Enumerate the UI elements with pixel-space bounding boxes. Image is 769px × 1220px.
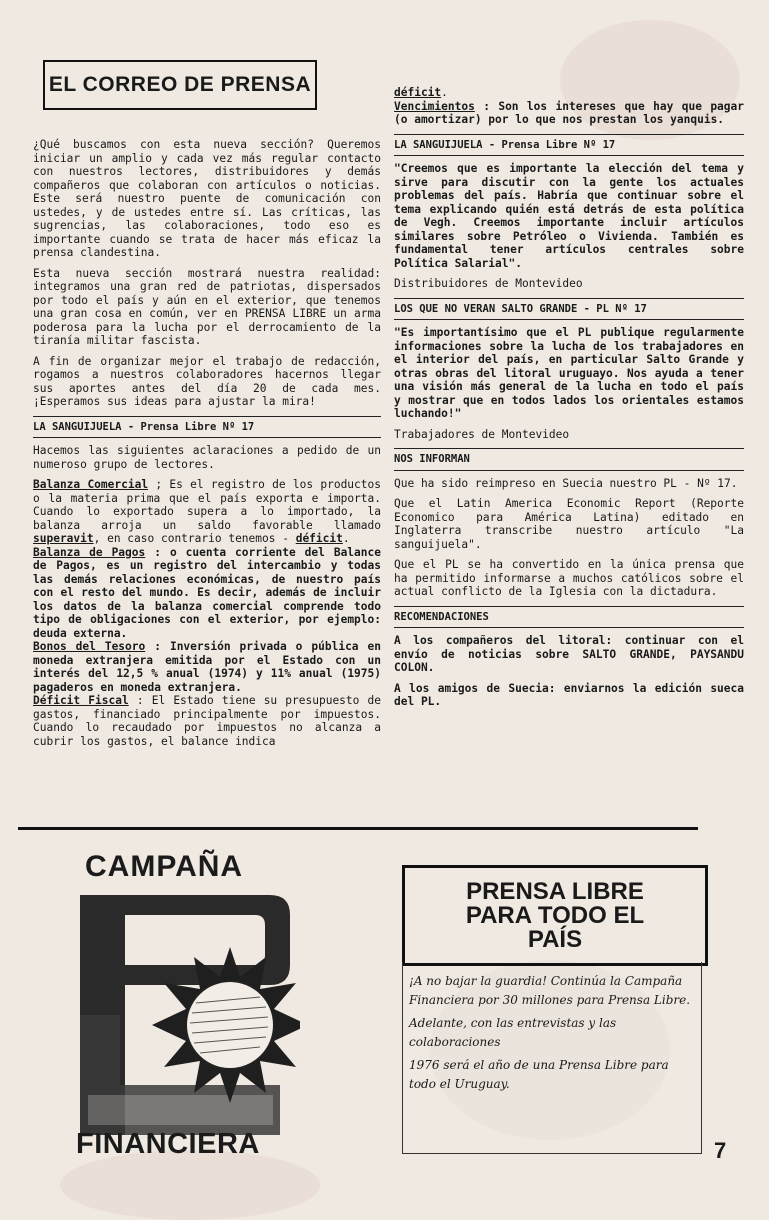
campaign-bottom-word: FINANCIERA xyxy=(76,1128,260,1160)
definition-term: Balanza de Pagos xyxy=(33,545,146,559)
definition-vencimientos xyxy=(394,100,744,127)
definition-term: Bonos del Tesoro xyxy=(33,640,146,653)
handwritten-line: Adelante, con las entrevistas y las colaboraciones xyxy=(409,1016,617,1049)
letter-text: "Es importantísimo que el PL publique regularmente informaciones sobre la lucha de los trabajadores en el interior del país, en particular Salto Grande y otras obras del litoral uruguayo. Nos ayuda a tener una visión más general de la lucha en todo el país y mostrar que en todos lados los orientales estamos luchando!" xyxy=(394,326,744,420)
definition-text: : Inversión privada o pública en moneda extranjera emitida por el Estado con un interés del 12,5 % anual (1974) y 11% anual (1975) pagaderos en moneda extranjera. xyxy=(33,640,381,694)
definition-text: . xyxy=(441,86,448,99)
letter-signature: Trabajadores de Montevideo xyxy=(394,427,570,441)
section-header: LA SANGUIJUELA - Prensa Libre Nº 17 xyxy=(33,416,381,439)
page-number: 7 xyxy=(714,1138,727,1163)
definition-term: Vencimientos xyxy=(394,99,475,113)
definition-term: Balanza Comercial xyxy=(33,478,149,491)
definition-text: : o cuenta corriente del Balance de Pagos, es un registro del intercambio y todas las demás relaciones económicas, de nuestro país con el resto del mundo. Es decir, además de incluir los datos de la balanza comercial comprende todo tipo de obligaciones con el exterior, por ejemplo: deuda externa. xyxy=(33,545,381,640)
intro-paragraph: ¿Qué buscamos con esta nueva sección? Queremos iniciar un amplio y cada vez más regular contacto con nuestros lectores, distribuidores y demás compañeros que colaboran con artículos o noticias. Este será nuestro puente de comunicación con ustedes, y de ustedes entre sí. Las críticas, las sugrencias, las colaboraciones, todo eso es importante cuando se trata de hacer más eficaz la prensa clandestina. xyxy=(33,138,381,259)
definition-term: Déficit Fiscal xyxy=(33,694,129,707)
section-divider xyxy=(18,827,698,830)
campaign-logo xyxy=(80,895,300,1135)
definition-text: : Son los intereses que hay que pagar (o amortizar) por lo que nos prestan los yanquis. xyxy=(394,99,744,126)
continuation-text xyxy=(394,86,744,100)
news-item: Que el PL se ha convertido en la única prensa que ha permitido informarse a muchos católicos sobre el actual conflicto de la Iglesia con la dictadura. xyxy=(394,558,744,598)
definition-text: , en caso contrario tenemos - xyxy=(93,532,296,545)
banner-line: PRENSA LIBRE xyxy=(466,877,644,905)
letter-text: "Creemos que es importante la elección del tema y sirve para discutir con la gente los actuales problemas del país. Habría que continuar sobre el tema explicando quién está detrás de esta política de Vegh. Creemos importante incluir artículos similares sobre Petróleo o Vivienda. También es fundamental tener artículos centrales sobre Política Salarial". xyxy=(394,162,744,270)
handwritten-note xyxy=(402,962,702,1154)
intro-paragraph: Esta nueva sección mostrará nuestra realidad: integramos una gran red de patriotas, dispersados por todo el país y aún en el exterior, que tenemos una gran cosa en común, ver en PRENSA LIBRE un arma poderosa para la lucha por el derrocamiento de la tiranía militar fascista. xyxy=(33,266,381,347)
banner-line: PAÍS xyxy=(527,925,583,953)
right-column xyxy=(394,86,744,716)
definition-text: : El Estado tiene su presupuesto de gastos, financiado principalmente por impuestos. Cuando lo recaudado por impuestos no alcanza a cubrir los gastos, el balance indica xyxy=(33,694,381,748)
section-header: NOS INFORMAN xyxy=(394,448,744,471)
news-item: Que ha sido reimpreso en Suecia nuestro PL - Nº 17. xyxy=(394,476,738,490)
definition-balanza-comercial xyxy=(33,478,381,546)
section-intro: Hacemos las siguientes aclaraciones a pedido de un numeroso grupo de lectores. xyxy=(33,444,381,471)
news-item: Que el Latin America Economic Report (Reporte Economico para América Latina) editado en Inglaterra transcribe nuestro artículo "La sanguijuela". xyxy=(394,497,744,551)
definition-term: superavit xyxy=(33,532,94,545)
pl-logo-icon xyxy=(80,895,300,1135)
section-header: RECOMENDACIONES xyxy=(394,606,744,629)
left-column xyxy=(33,138,381,755)
definition-term: déficit xyxy=(394,86,442,99)
section-header: LA SANGUIJUELA - Prensa Libre Nº 17 xyxy=(394,134,744,157)
definition-balanza-pagos xyxy=(33,546,381,641)
prensa-libre-banner xyxy=(402,865,708,966)
intro-paragraph: A fin de organizar mejor el trabajo de redacción, rogamos a nuestros colaboradores hacernos llegar sus aportes antes del día 20 de cada mes. ¡Esperamos sus ideas para ajustar la mira! xyxy=(33,354,381,408)
handwritten-line: 1976 será el año de una Prensa Libre para todo el Uruguay. xyxy=(409,1058,669,1091)
recommendation-item: A los amigos de Suecia: enviarnos la edición sueca del PL. xyxy=(394,681,744,708)
definition-deficit-fiscal xyxy=(33,694,381,748)
recommendation-item: A los compañeros del litoral: continuar con el envío de noticias sobre SALTO GRANDE, PAYSANDU COLON. xyxy=(394,634,744,674)
section-header: LOS QUE NO VERAN SALTO GRANDE - PL Nº 17 xyxy=(394,298,744,321)
letter-signature: Distribuidores de Montevideo xyxy=(394,277,583,290)
definition-bonos-tesoro xyxy=(33,640,381,694)
banner-line: PARA TODO EL xyxy=(465,901,645,929)
handwritten-line: ¡A no bajar la guardia! Continúa la Campaña Financiera por 30 millones para Prensa Libre. xyxy=(409,974,691,1007)
masthead-title: EL CORREO DE PRENSA xyxy=(43,60,317,110)
definition-term: déficit xyxy=(295,532,343,545)
campaign-top-word: CAMPAÑA xyxy=(85,850,244,883)
definition-text: ; Es el registro de los productos o la materia prima que el país exporta e importa. Cuando lo exportado supera a lo importado, la balanza arroja un saldo favorable llamado xyxy=(33,478,381,532)
definition-text: . xyxy=(342,532,350,545)
